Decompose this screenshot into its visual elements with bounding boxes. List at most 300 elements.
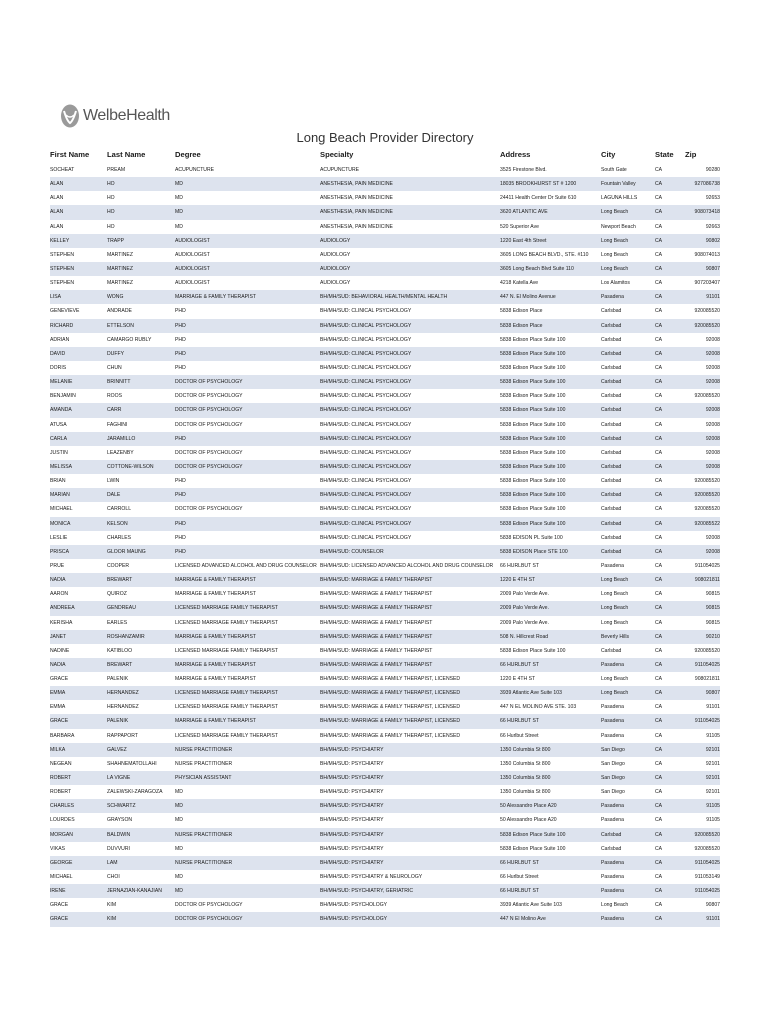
- cell-specialty: BH/MH/SUD: CLINICAL PSYCHOLOGY: [320, 308, 412, 315]
- cell-state: CA: [655, 902, 663, 909]
- table-row: [50, 573, 720, 587]
- cell-degree: DOCTOR OF PSYCHOLOGY: [175, 407, 243, 414]
- cell-zip: 907203407: [694, 280, 720, 287]
- cell-last-name: GENDREAU: [107, 605, 136, 612]
- cell-state: CA: [655, 718, 663, 725]
- cell-zip: 92008: [705, 548, 720, 555]
- cell-last-name: SCHWARTZ: [107, 803, 136, 810]
- cell-state: CA: [655, 845, 663, 852]
- cell-last-name: DUVVURI: [107, 845, 130, 852]
- header-first-name: First Name: [50, 150, 90, 159]
- cell-first-name: ROBERT: [50, 789, 72, 796]
- table-row: [50, 191, 720, 205]
- cell-address: 5838 Edison Place Suite 100: [500, 478, 566, 485]
- cell-zip: 927086738: [694, 181, 720, 188]
- cell-first-name: DAVID: [50, 350, 66, 357]
- cell-state: CA: [655, 492, 663, 499]
- cell-address: 447 N EL MOLINO AVE STE. 103: [500, 704, 577, 711]
- cell-specialty: BH/MH/SUD: CLINICAL PSYCHOLOGY: [320, 364, 412, 371]
- cell-first-name: GRACE: [50, 676, 69, 683]
- cell-first-name: GRACE: [50, 718, 69, 725]
- cell-city: Long Beach: [601, 209, 629, 216]
- logo-text: WelbeHealth: [83, 107, 170, 124]
- table-row: [50, 403, 720, 417]
- cell-zip: 92008: [705, 364, 720, 371]
- cell-specialty: BH/MH/SUD: CLINICAL PSYCHOLOGY: [320, 322, 412, 329]
- cell-city: Pasadena: [601, 732, 624, 739]
- cell-address: 1350 Columbia St 800: [500, 760, 551, 767]
- cell-city: Long Beach: [601, 676, 629, 683]
- cell-zip: 91101: [706, 704, 720, 711]
- cell-last-name: LEAZENBY: [107, 449, 134, 456]
- cell-zip: 920085520: [694, 393, 720, 400]
- cell-first-name: MILKA: [50, 746, 66, 753]
- cell-city: Carlsbad: [601, 336, 622, 343]
- table-row: [50, 898, 720, 912]
- table-header: [50, 149, 720, 163]
- cell-last-name: JARAMILLO: [107, 435, 136, 442]
- cell-last-name: PALENIK: [107, 676, 129, 683]
- cell-last-name: CARROLL: [107, 506, 132, 513]
- cell-state: CA: [655, 265, 663, 272]
- cell-zip: 92008: [705, 379, 720, 386]
- cell-city: Long Beach: [601, 902, 629, 909]
- cell-last-name: HO: [107, 195, 115, 202]
- cell-specialty: BH/MH/SUD: CLINICAL PSYCHOLOGY: [320, 534, 412, 541]
- cell-specialty: BH/MH/SUD: MARRIAGE & FAMILY THERAPIST, LICENSED: [320, 732, 461, 739]
- cell-state: CA: [655, 888, 663, 895]
- cell-degree: AUDIOLOGIST: [175, 251, 210, 258]
- cell-specialty: BH/MH/SUD: CLINICAL PSYCHOLOGY: [320, 379, 412, 386]
- cell-degree: PHD: [175, 364, 186, 371]
- cell-specialty: BH/MH/SUD: CLINICAL PSYCHOLOGY: [320, 393, 412, 400]
- cell-specialty: BH/MH/SUD: PSYCHOLOGY: [320, 902, 388, 909]
- cell-specialty: BH/MH/SUD: MARRIAGE & FAMILY THERAPIST, LICENSED: [320, 676, 461, 683]
- cell-state: CA: [655, 407, 663, 414]
- cell-city: South Gate: [601, 167, 627, 173]
- cell-specialty: BH/MH/SUD: PSYCHIATRY: [320, 746, 384, 753]
- cell-degree: MD: [175, 803, 183, 810]
- cell-degree: LICENSED MARRIAGE FAMILY THERAPIST: [175, 619, 279, 626]
- cell-last-name: JERNAZIAN-KANAJIAN: [107, 888, 162, 895]
- cell-degree: PHD: [175, 435, 186, 442]
- cell-address: 2009 Palo Verde Ave.: [500, 605, 549, 612]
- cell-degree: DOCTOR OF PSYCHOLOGY: [175, 421, 243, 428]
- cell-state: CA: [655, 322, 663, 329]
- table-row: [50, 177, 720, 191]
- cell-zip: 920085522: [694, 520, 720, 527]
- cell-zip: 90280: [705, 167, 720, 173]
- cell-state: CA: [655, 308, 663, 315]
- cell-last-name: GALVEZ: [107, 746, 127, 753]
- cell-address: 5838 Edison Place Suite 100: [500, 379, 566, 386]
- cell-last-name: HO: [107, 181, 115, 188]
- cell-specialty: ANESTHESIA, PAIN MEDICINE: [320, 209, 393, 216]
- cell-degree: DOCTOR OF PSYCHOLOGY: [175, 449, 243, 456]
- cell-city: Pasadena: [601, 704, 624, 711]
- cell-degree: MD: [175, 817, 183, 824]
- cell-city: Carlsbad: [601, 407, 622, 414]
- cell-zip: 90815: [705, 619, 720, 626]
- cell-city: Long Beach: [601, 690, 629, 697]
- cell-address: 5838 Edison Place Suite 100: [500, 350, 566, 357]
- table-row: [50, 163, 720, 177]
- cell-last-name: CHARLES: [107, 534, 132, 541]
- cell-first-name: KERISHA: [50, 619, 73, 626]
- table-row: [50, 630, 720, 644]
- cell-state: CA: [655, 167, 663, 173]
- cell-zip: 92101: [705, 746, 720, 753]
- table-row: [50, 375, 720, 389]
- cell-specialty: AUDIOLOGY: [320, 237, 351, 244]
- cell-specialty: BH/MH/SUD: MARRIAGE & FAMILY THERAPIST, LICENSED: [320, 718, 461, 725]
- cell-degree: MARRIAGE & FAMILY THERAPIST: [175, 294, 256, 301]
- cell-zip: 91105: [706, 803, 720, 810]
- table-row: [50, 785, 720, 799]
- cell-degree: MARRIAGE & FAMILY THERAPIST: [175, 577, 256, 584]
- cell-specialty: BH/MH/SUD: PSYCHIATRY: [320, 789, 384, 796]
- cell-address: 447 N El Molino Ave: [500, 916, 546, 923]
- table-row: [50, 644, 720, 658]
- cell-state: CA: [655, 520, 663, 527]
- cell-state: CA: [655, 449, 663, 456]
- cell-city: Carlsbad: [601, 435, 622, 442]
- cell-address: 66 Hurlbut Street: [500, 874, 539, 881]
- cell-zip: 908074013: [694, 251, 720, 258]
- cell-zip: 911054025: [694, 859, 720, 866]
- cell-state: CA: [655, 393, 663, 400]
- cell-zip: 92008: [705, 435, 720, 442]
- cell-zip: 92008: [705, 421, 720, 428]
- cell-specialty: BH/MH/SUD: COUNSELOR: [320, 548, 384, 555]
- table-row: [50, 601, 720, 615]
- cell-last-name: BREWART: [107, 577, 133, 584]
- cell-address: 3525 Firestone Blvd.: [500, 167, 547, 173]
- cell-degree: PHD: [175, 322, 186, 329]
- cell-zip: 90807: [705, 902, 720, 909]
- table-row: [50, 333, 720, 347]
- cell-degree: DOCTOR OF PSYCHOLOGY: [175, 379, 243, 386]
- table-row: [50, 842, 720, 856]
- cell-first-name: NADIA: [50, 661, 66, 668]
- cell-last-name: CARR: [107, 407, 122, 414]
- cell-first-name: MORGAN: [50, 831, 73, 838]
- cell-address: 447 N. El Molino Avenue: [500, 294, 556, 301]
- cell-address: 5838 Edison Place Suite 100: [500, 393, 566, 400]
- cell-first-name: NEGEAN: [50, 760, 72, 767]
- cell-zip: 920085520: [694, 308, 720, 315]
- cell-degree: PHD: [175, 534, 186, 541]
- cell-degree: MARRIAGE & FAMILY THERAPIST: [175, 633, 256, 640]
- cell-zip: 90807: [705, 690, 720, 697]
- cell-city: Carlsbad: [601, 534, 622, 541]
- cell-specialty: ANESTHESIA, PAIN MEDICINE: [320, 223, 393, 230]
- cell-first-name: PRUE: [50, 562, 65, 569]
- cell-state: CA: [655, 294, 663, 301]
- table-row: [50, 870, 720, 884]
- cell-city: Beverly Hills: [601, 633, 630, 640]
- cell-address: 3605 Long Beach Blvd Suite 110: [500, 265, 574, 272]
- cell-specialty: BH/MH/SUD: PSYCHIATRY: [320, 775, 384, 782]
- cell-address: 520 Superior Ave: [500, 223, 539, 230]
- table-row: [50, 446, 720, 460]
- cell-state: CA: [655, 181, 663, 188]
- cell-state: CA: [655, 350, 663, 357]
- cell-degree: PHD: [175, 520, 186, 527]
- cell-specialty: BH/MH/SUD: PSYCHIATRY: [320, 859, 384, 866]
- cell-state: CA: [655, 746, 663, 753]
- cell-city: Pasadena: [601, 859, 624, 866]
- cell-first-name: PRISCA: [50, 548, 69, 555]
- cell-first-name: LOURDES: [50, 817, 75, 824]
- cell-city: Carlsbad: [601, 506, 622, 513]
- cell-city: Long Beach: [601, 251, 629, 258]
- cell-zip: 92008: [705, 407, 720, 414]
- cell-specialty: BH/MH/SUD: CLINICAL PSYCHOLOGY: [320, 520, 412, 527]
- cell-state: CA: [655, 223, 663, 230]
- cell-first-name: MELISSA: [50, 463, 73, 470]
- cell-specialty: BH/MH/SUD: PSYCHIATRY: [320, 817, 384, 824]
- table-row: [50, 517, 720, 531]
- cell-address: 66 HURLBUT ST: [500, 859, 539, 866]
- cell-zip: 90210: [705, 633, 720, 640]
- cell-degree: PHD: [175, 478, 186, 485]
- cell-address: 66 HURLBUT ST: [500, 888, 539, 895]
- table-row: [50, 729, 720, 743]
- table-row: [50, 672, 720, 686]
- cell-degree: LICENSED MARRIAGE FAMILY THERAPIST: [175, 605, 279, 612]
- cell-last-name: ANDRADE: [107, 308, 132, 315]
- cell-city: San Diego: [601, 775, 625, 782]
- cell-city: Carlsbad: [601, 647, 622, 654]
- cell-state: CA: [655, 633, 663, 640]
- cell-first-name: MICHAEL: [50, 874, 73, 881]
- cell-zip: 92008: [705, 449, 720, 456]
- cell-specialty: BH/MH/SUD: PSYCHIATRY & NEUROLOGY: [320, 874, 423, 881]
- cell-last-name: WONG: [107, 294, 124, 301]
- cell-specialty: BH/MH/SUD: CLINICAL PSYCHOLOGY: [320, 478, 412, 485]
- cell-state: CA: [655, 506, 663, 513]
- cell-degree: NURSE PRACTITIONER: [175, 760, 233, 767]
- cell-degree: PHYSICIAN ASSISTANT: [175, 775, 232, 782]
- cell-address: 5838 EDISON PL Suite 100: [500, 534, 563, 541]
- cell-last-name: TRAPP: [107, 237, 124, 244]
- cell-last-name: HO: [107, 209, 115, 216]
- header-specialty: Specialty: [320, 150, 354, 159]
- cell-address: 5838 Edison Place Suite 100: [500, 449, 566, 456]
- cell-first-name: SOCHEAT: [50, 167, 75, 173]
- cell-zip: 920085520: [694, 492, 720, 499]
- cell-state: CA: [655, 874, 663, 881]
- cell-address: 5838 Edison Place Suite 100: [500, 520, 566, 527]
- cell-address: 2009 Palo Verde Ave.: [500, 619, 549, 626]
- page-title: Long Beach Provider Directory: [296, 130, 474, 145]
- cell-zip: 911054025: [694, 718, 720, 725]
- cell-zip: 92101: [705, 775, 720, 782]
- cell-first-name: VIKAS: [50, 845, 66, 852]
- cell-state: CA: [655, 817, 663, 824]
- cell-address: 66 HURLBUT ST: [500, 562, 539, 569]
- cell-address: 18035 BROOKHURST ST # 1200: [500, 181, 577, 188]
- cell-specialty: BH/MH/SUD: CLINICAL PSYCHOLOGY: [320, 407, 412, 414]
- cell-degree: MD: [175, 195, 183, 202]
- table-row: [50, 502, 720, 516]
- cell-address: 5838 Edison Place Suite 100: [500, 831, 566, 838]
- cell-last-name: FAGHINI: [107, 421, 128, 428]
- welbehealth-logo-icon: [60, 103, 80, 129]
- table-row: [50, 234, 720, 248]
- cell-degree: MD: [175, 874, 183, 881]
- table-row: [50, 912, 720, 926]
- cell-first-name: DORIS: [50, 364, 67, 371]
- cell-last-name: HERNANDEZ: [107, 704, 139, 711]
- cell-state: CA: [655, 478, 663, 485]
- cell-first-name: BENJAMIN: [50, 393, 76, 400]
- cell-degree: DOCTOR OF PSYCHOLOGY: [175, 902, 243, 909]
- cell-degree: LICENSED ADVANCED ALCOHOL AND DRUG COUNSELOR: [175, 562, 317, 569]
- cell-state: CA: [655, 534, 663, 541]
- cell-specialty: AUDIOLOGY: [320, 251, 351, 258]
- cell-address: 508 N. Hillcrest Road: [500, 633, 549, 640]
- cell-address: 4218 Katella Ave: [500, 280, 539, 287]
- cell-last-name: LAM: [107, 859, 118, 866]
- cell-address: 3939 Atlantic Ave Suite 103: [500, 690, 562, 697]
- table-row: [50, 714, 720, 728]
- cell-first-name: CARLA: [50, 435, 67, 442]
- cell-first-name: STEPHEN: [50, 251, 75, 258]
- cell-last-name: ZALEWSKI-ZARAGOZA: [107, 789, 163, 796]
- cell-state: CA: [655, 251, 663, 258]
- welbehealth-logo: [60, 103, 170, 129]
- cell-last-name: MARTINEZ: [107, 280, 133, 287]
- cell-address: 5838 EDISON Place STE 100: [500, 548, 568, 555]
- cell-degree: DOCTOR OF PSYCHOLOGY: [175, 463, 243, 470]
- cell-state: CA: [655, 605, 663, 612]
- cell-city: Long Beach: [601, 605, 629, 612]
- table-row: [50, 389, 720, 403]
- cell-last-name: DALE: [107, 492, 121, 499]
- cell-zip: 92008: [705, 463, 720, 470]
- cell-degree: NURSE PRACTITIONER: [175, 746, 233, 753]
- cell-address: 66 HURLBUT ST: [500, 661, 539, 668]
- cell-city: San Diego: [601, 746, 625, 753]
- cell-state: CA: [655, 690, 663, 697]
- table-row: [50, 828, 720, 842]
- cell-address: 5838 Edison Place Suite 100: [500, 336, 566, 343]
- cell-first-name: AARON: [50, 591, 69, 598]
- cell-last-name: EARLES: [107, 619, 128, 626]
- provider-table: [50, 149, 720, 927]
- cell-degree: ACUPUNCTURE: [175, 167, 215, 173]
- cell-first-name: RICHARD: [50, 322, 74, 329]
- table-row: [50, 262, 720, 276]
- cell-last-name: GLOOR MAUNG: [107, 548, 146, 555]
- table-row: [50, 488, 720, 502]
- cell-degree: MD: [175, 181, 183, 188]
- cell-address: 1220 East 4th Street: [500, 237, 547, 244]
- cell-zip: 90815: [705, 605, 720, 612]
- cell-last-name: BREWART: [107, 661, 133, 668]
- cell-specialty: BH/MH/SUD: PSYCHOLOGY: [320, 916, 388, 923]
- cell-degree: NURSE PRACTITIONER: [175, 859, 233, 866]
- cell-city: Pasadena: [601, 817, 624, 824]
- cell-zip: 90802: [705, 237, 720, 244]
- cell-first-name: ANDREEA: [50, 605, 75, 612]
- table-row: [50, 799, 720, 813]
- table-row: [50, 460, 720, 474]
- cell-specialty: BH/MH/SUD: LICENSED ADVANCED ALCOHOL AND DRUG COUNSELOR: [320, 562, 494, 569]
- cell-first-name: EMMA: [50, 704, 66, 711]
- cell-specialty: BH/MH/SUD: PSYCHIATRY: [320, 803, 384, 810]
- cell-address: 5838 Edison Place: [500, 322, 543, 329]
- cell-first-name: GRACE: [50, 916, 69, 923]
- cell-state: CA: [655, 195, 663, 202]
- cell-city: Long Beach: [601, 577, 629, 584]
- cell-last-name: COTTONE-WILSON: [107, 463, 154, 470]
- cell-address: 5838 Edison Place Suite 100: [500, 407, 566, 414]
- cell-degree: DOCTOR OF PSYCHOLOGY: [175, 506, 243, 513]
- cell-degree: PHD: [175, 492, 186, 499]
- cell-address: 1350 Columbia St 800: [500, 789, 551, 796]
- cell-specialty: ANESTHESIA, PAIN MEDICINE: [320, 195, 393, 202]
- cell-city: Pasadena: [601, 661, 624, 668]
- cell-first-name: EMMA: [50, 690, 66, 697]
- cell-city: Carlsbad: [601, 350, 622, 357]
- cell-first-name: JUSTIN: [50, 449, 68, 456]
- cell-address: 5838 Edison Place Suite 100: [500, 647, 566, 654]
- cell-state: CA: [655, 577, 663, 584]
- table-row: [50, 319, 720, 333]
- cell-zip: 90815: [705, 591, 720, 598]
- cell-degree: PHD: [175, 548, 186, 555]
- cell-specialty: ANESTHESIA, PAIN MEDICINE: [320, 181, 393, 188]
- cell-specialty: AUDIOLOGY: [320, 265, 351, 272]
- table-row: [50, 304, 720, 318]
- cell-last-name: KIM: [107, 902, 117, 909]
- cell-address: 3939 Atlantic Ave Suite 103: [500, 902, 562, 909]
- cell-city: Carlsbad: [601, 393, 622, 400]
- cell-city: Pasadena: [601, 562, 624, 569]
- table-row: [50, 290, 720, 304]
- cell-first-name: GEORGE: [50, 859, 73, 866]
- header-last-name: Last Name: [107, 150, 146, 159]
- cell-zip: 90807: [705, 265, 720, 272]
- cell-state: CA: [655, 336, 663, 343]
- cell-specialty: BH/MH/SUD: MARRIAGE & FAMILY THERAPIST: [320, 661, 433, 668]
- cell-specialty: BH/MH/SUD: CLINICAL PSYCHOLOGY: [320, 435, 412, 442]
- header-state: State: [655, 150, 674, 159]
- cell-first-name: GRACE: [50, 902, 69, 909]
- cell-last-name: RAPPAPORT: [107, 732, 138, 739]
- table-row: [50, 205, 720, 219]
- table-row: [50, 587, 720, 601]
- cell-city: Long Beach: [601, 619, 629, 626]
- cell-degree: MD: [175, 223, 183, 230]
- cell-last-name: DUFFY: [107, 350, 124, 357]
- cell-city: Pasadena: [601, 916, 624, 923]
- cell-state: CA: [655, 280, 663, 287]
- cell-degree: AUDIOLOGIST: [175, 280, 210, 287]
- cell-city: Fountain Valley: [601, 181, 636, 188]
- cell-first-name: MARIAN: [50, 492, 70, 499]
- cell-address: 3620 ATLANTIC AVE: [500, 209, 548, 216]
- cell-city: Pasadena: [601, 874, 624, 881]
- cell-city: Newport Beach: [601, 223, 636, 230]
- cell-last-name: KATIBLOO: [107, 647, 133, 654]
- cell-degree: MARRIAGE & FAMILY THERAPIST: [175, 718, 256, 725]
- cell-state: CA: [655, 421, 663, 428]
- cell-city: Carlsbad: [601, 478, 622, 485]
